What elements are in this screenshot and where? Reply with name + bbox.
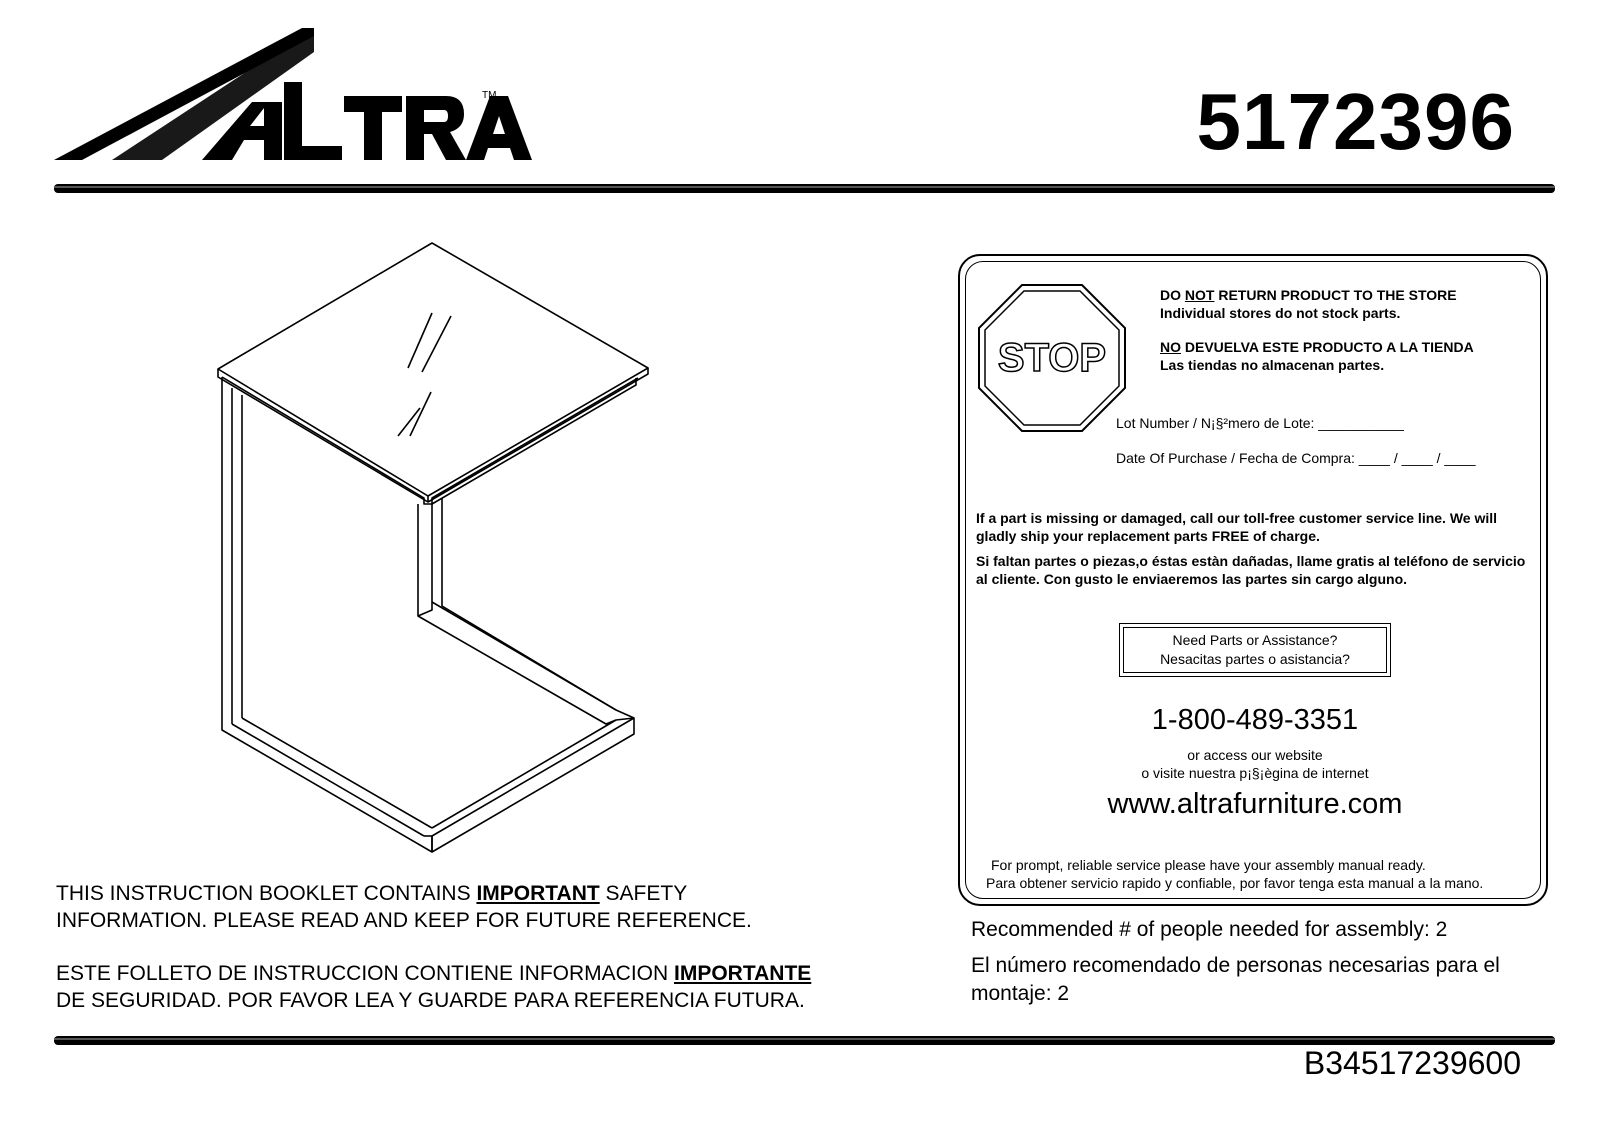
- missing-parts-notice-es: Si faltan partes o piezas,o éstas estàn dañadas, llame gratis al teléfono de servicio al cliente. Con gusto le enviaeremos las partes sin cargo alguno.: [976, 553, 1526, 587]
- prompt-service-en: For prompt, reliable service please have your assembly manual ready.: [991, 857, 1426, 873]
- no-devuelva-notice: NO DEVUELVA ESTE PRODUCTO A LA TIENDA Las tiendas no almacenan partes.: [1160, 339, 1474, 373]
- need-parts-es: Nesacitas partes o asistancia?: [1160, 651, 1350, 667]
- manual-code: B34517239600: [1303, 1045, 1521, 1081]
- website-url: www.altrafurniture.com: [1107, 788, 1403, 820]
- safety-notice-es: ESTE FOLLETO DE INSTRUCCION CONTIENE INFORMACION IMPORTANTE DE SEGURIDAD. POR FAVOR LEA Y GUARDE PARA REFERENCIA FUTURA.: [56, 962, 812, 1012]
- footer-divider: [54, 1036, 1555, 1045]
- model-number: 5172396: [1196, 77, 1515, 166]
- side-table-illustration: [210, 240, 670, 880]
- stop-label: STOP: [997, 336, 1107, 380]
- assembly-people-en: Recommended # of people needed for assembly: 2: [971, 918, 1448, 941]
- do-not-return-notice: DO NOT RETURN PRODUCT TO THE STORE Individual stores do not stock parts.: [1160, 287, 1457, 321]
- assembly-people-es: El número recomendado de personas necesarias para el montaje: 2: [971, 954, 1500, 1005]
- safety-notice-en: THIS INSTRUCTION BOOKLET CONTAINS IMPORTANT SAFETY INFORMATION. PLEASE READ AND KEEP FOR FUTURE REFERENCE.: [56, 882, 752, 932]
- altra-logo: [52, 22, 532, 172]
- stop-sign-icon: [977, 283, 1127, 433]
- header-divider: [54, 184, 1555, 193]
- phone-number: 1-800-489-3351: [1151, 704, 1359, 736]
- trademark-symbol: TM: [482, 90, 497, 101]
- website-label-en: or access our website: [1187, 747, 1323, 763]
- prompt-service-es: Para obtener servicio rapido y confiable, por favor tenga esta manual a la mano.: [986, 875, 1484, 891]
- website-label-es: o visite nuestra p¡§¡ègina de internet: [1141, 765, 1369, 781]
- date-of-purchase-field: Date Of Purchase / Fecha de Compra: ____ / ____ / ____: [1116, 450, 1476, 466]
- missing-parts-notice-en: If a part is missing or damaged, call our toll-free customer service line. We will gladly ship your replacement parts FREE of charge.: [976, 510, 1498, 544]
- need-parts-en: Need Parts or Assistance?: [1172, 632, 1338, 648]
- need-parts-box: [1119, 623, 1391, 677]
- lot-number-field: Lot Number / N¡§²mero de Lote: ___________: [1116, 415, 1404, 431]
